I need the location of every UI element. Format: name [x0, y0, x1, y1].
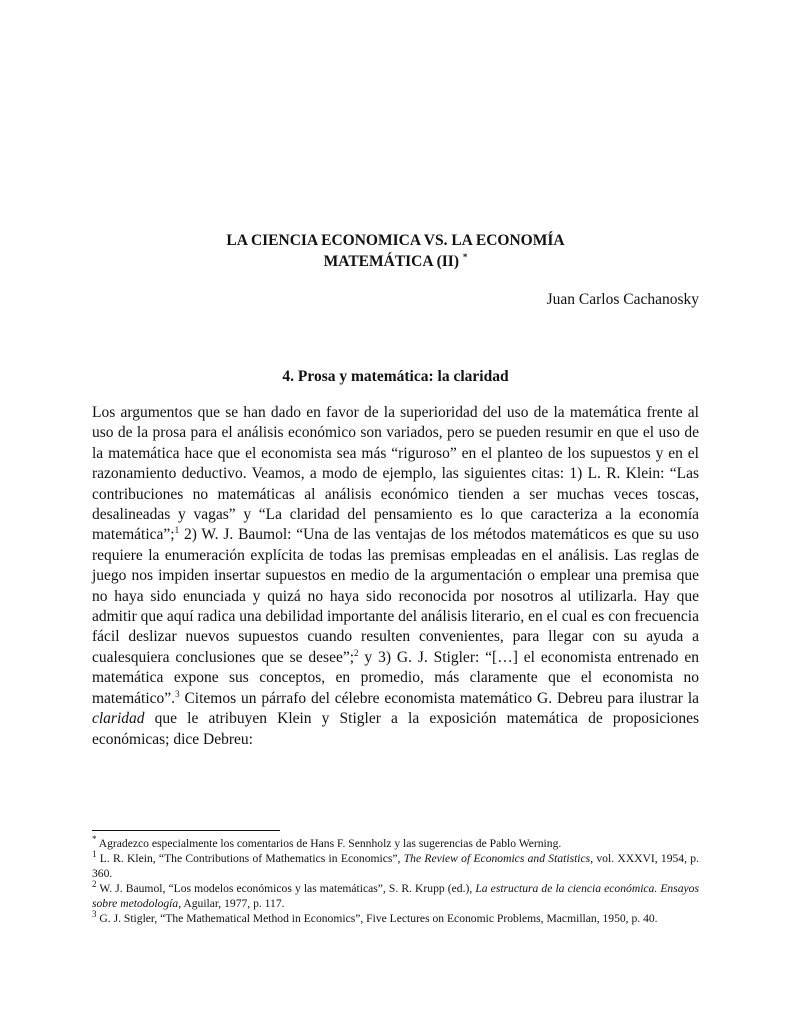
footnote-3-text: G. J. Stigler, “The Mathematical Method in Economics”, Five Lectures on Economic Problems, Macmillan, 1950, p. 40. [96, 912, 658, 925]
paragraph-text-4: Citemos un párrafo del célebre economista matemático G. Debreu para ilustrar la [179, 689, 699, 707]
author-name: Juan Carlos Cachanosky [546, 291, 699, 308]
footnote-2-book-title: La estructura de la ciencia económica. Ensayos sobre metodología [92, 882, 699, 910]
article-title [92, 230, 699, 272]
paragraph-text-5: que le atribuyen Klein y Stigler a la exposición matemática de proposiciones económicas; dice Debreu: [92, 710, 699, 748]
article-title-line-2-text: MATEMÁTICA (II) [323, 253, 459, 270]
footnote-ref-3: 3 [175, 688, 180, 699]
footnote-2 [92, 881, 699, 911]
footnote-ref-2: 2 [354, 647, 359, 658]
footnote-2-text-a: W. J. Baumol, “Los modelos económicos y las matemáticas”, S. R. Krupp (ed.), [96, 882, 476, 895]
title-footnote-marker: * [462, 251, 468, 262]
footnote-ref-1: 1 [174, 525, 180, 536]
footnote-2-text-b: , Aguilar, 1977, p. 117. [178, 897, 285, 910]
article-title-line-2 [92, 251, 699, 272]
footnote-1 [92, 851, 699, 881]
footnote-3-marker: 3 [92, 909, 97, 920]
paragraph-text-2: 2) W. J. Baumol: “Una de las ventajas de los métodos matemáticos es que su uso requiere la enumeración explícita de todas las premisas empleadas en el análisis. Las reglas de juego nos impiden insertar supuestos en medio de la argumentación o emplear una premisa que no haya sido enunciada y quizá no haya sido reconocida por nosotros al utilizarla. Hay que admitir que aquí radica una debilidad importante del análisis literario, en el cual es con frecuencia fácil deslizar nuevos supuestos cuando resulten convenientes, para llegar con su ayuda a cualesquiera conclusiones que se desee”; [92, 526, 699, 666]
footnote-star-marker: * [92, 834, 97, 845]
footnote-1-journal: The Review of Economics and Statistics [403, 852, 591, 865]
footnote-1-marker: 1 [92, 849, 97, 860]
body-paragraph [92, 403, 699, 750]
footnote-3 [92, 911, 699, 926]
paragraph-emphasis: claridad [92, 710, 145, 728]
footnotes [92, 836, 699, 926]
footnote-star-text: Agradezco especialmente los comentarios de Hans F. Sennholz y las sugerencias de Pablo Werning. [96, 837, 562, 850]
footnote-1-text-a: L. R. Klein, “The Contributions of Mathematics in Economics”, [96, 852, 404, 865]
paragraph-text-1: Los argumentos que se han dado en favor de la superioridad del uso de la matemática frente al uso de la prosa para el análisis económico son variados, pero se pueden resumir en que el uso de la matemática hace que el economista sea más “riguroso” en el planteo de los supuestos y en el razonamiento deductivo. Veamos, a modo de ejemplo, las siguientes citas: 1) L. R. Klein: “Las contribuciones no matemáticas al análisis económico tienden a ser muchas veces toscas, desalineadas y vagas” y “La claridad del pensamiento es lo que caracteriza a la economía matemática”; [92, 404, 699, 544]
footnote-1-text-b: , vol. XXXVI, 1954, p. 360. [92, 852, 699, 880]
footnote-star [92, 836, 699, 851]
footnote-2-marker: 2 [92, 879, 97, 890]
section-heading: 4. Prosa y matemática: la claridad [282, 368, 509, 385]
footnote-separator [92, 830, 280, 831]
paragraph-text-3: y 3) G. J. Stigler: “[…] el economista entrenado en matemática expone sus conceptos, en promedio, más claramente que el economista no matemático”. [92, 648, 699, 707]
article-title-line-1: LA CIENCIA ECONOMICA VS. LA ECONOMÍA [226, 232, 565, 249]
